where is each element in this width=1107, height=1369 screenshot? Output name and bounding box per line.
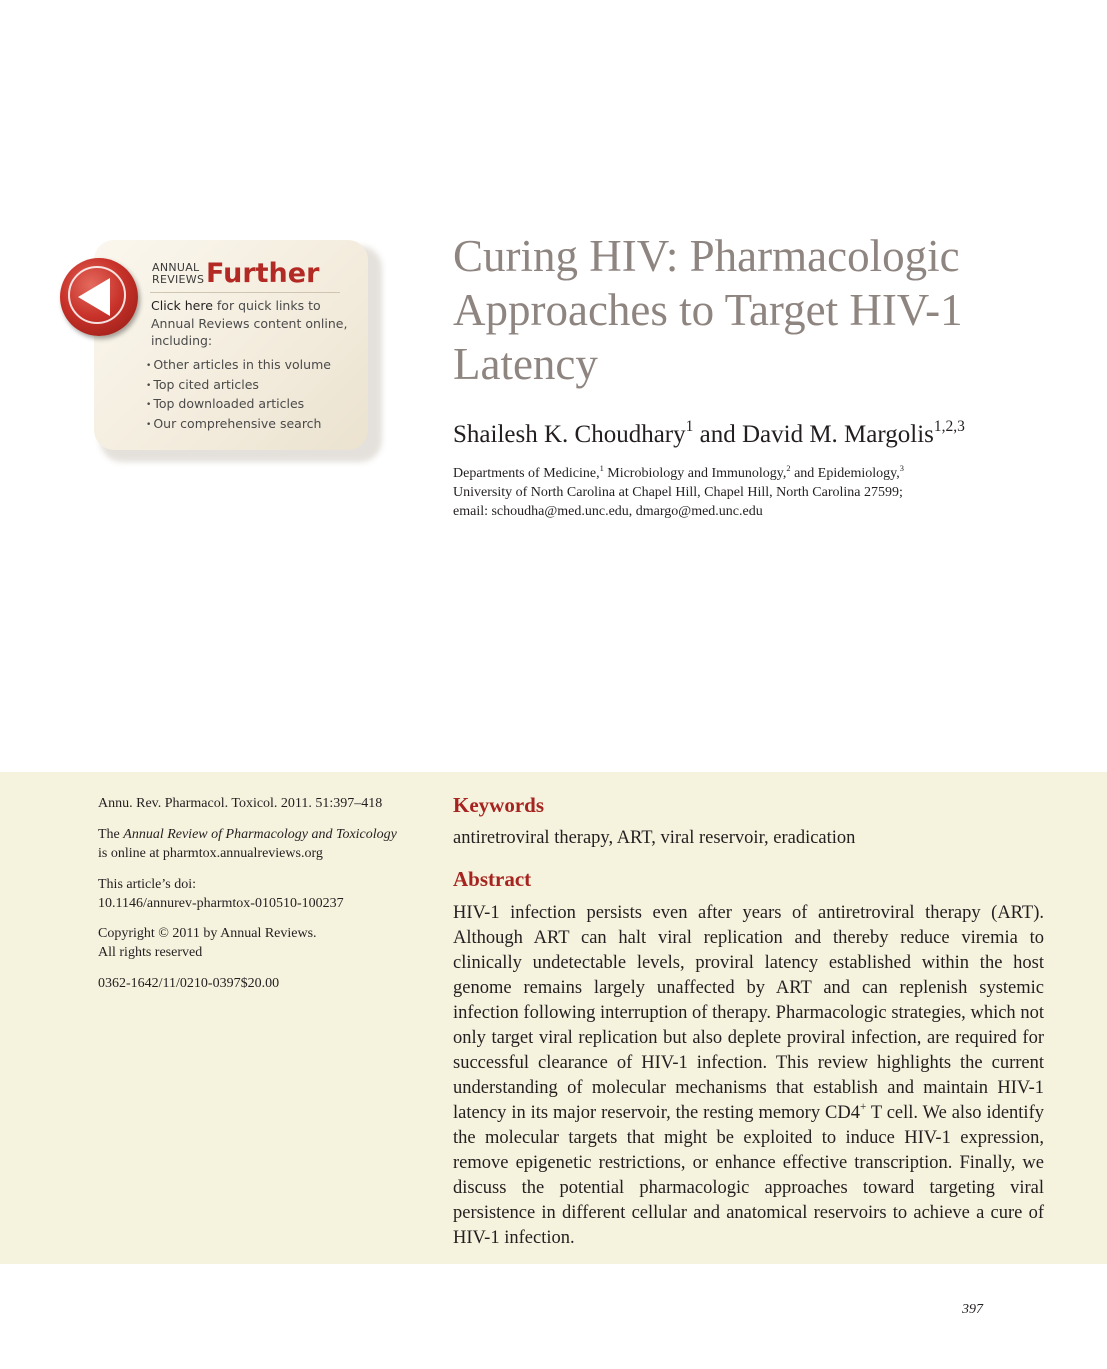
affiliation-marker: 1 [599, 464, 604, 474]
abstract-text [453, 901, 1044, 1251]
affiliation-marker: 2 [786, 464, 791, 474]
back-arrow-triangle [78, 278, 110, 316]
journal-online-note [98, 825, 428, 863]
click-here-link[interactable]: Click here [151, 298, 213, 313]
further-divider [150, 292, 340, 293]
rights-line: All rights reserved [98, 945, 203, 960]
author-affiliation-marker: 1,2,3 [933, 418, 965, 436]
online-note-rest[interactable]: is online at pharmtox.annualreviews.org [98, 846, 323, 861]
issn-line: 0362-1642/11/0210-0397$20.00 [98, 976, 280, 991]
further-link-item[interactable]: • Other articles in this volume [146, 356, 331, 376]
copyright-line: Copyright © 2011 by Annual Reviews. [98, 926, 317, 941]
author-affiliation-marker: 1 [685, 418, 694, 436]
affiliation-text: Microbiology and Immunology, [603, 466, 787, 481]
keywords-heading: Keywords [453, 793, 544, 817]
authors-conjunction: and [693, 421, 742, 448]
abstract-part: HIV-1 infection persists even after years of antiretroviral therapy (ART). Although ART can halt viral replication and thereby reduce viremia to clinically undetectable levels, proviral latency established within the host genome remains largely unaffected by ART and can replenish systemic infection following interruption of therapy. Pharmacologic strategies, which not only target viral replication but also deplete proviral infection, are required for successful clearance of HIV-1 infection. This review highlights the current understanding of molecular mechanisms that establish and maintain HIV-1 latency in its major reservoir, the resting memory CD4 [453, 903, 1044, 1123]
reviews-label: REVIEWS [152, 273, 205, 286]
annual-label: ANNUAL [152, 261, 200, 274]
email-line: email: schoudha@med.unc.edu, dmargo@med.unc.edu [453, 504, 763, 519]
affiliation-line: University of North Carolina at Chapel Hill, Chapel Hill, North Carolina 27599; [453, 485, 903, 500]
doi-label: This article’s doi: [98, 877, 196, 892]
further-intro-rest: for quick links to Annual Reviews content online, including: [151, 298, 348, 348]
further-label: Further [206, 258, 320, 289]
doi-value[interactable]: 10.1146/annurev-pharmtox-010510-100237 [98, 896, 344, 911]
further-intro [151, 297, 356, 350]
affiliation-line [453, 464, 1013, 483]
abstract-heading: Abstract [453, 867, 532, 891]
back-arrow-icon[interactable] [60, 258, 138, 336]
abstract-part: T cell. We also identify the molecular targets that might be exploited to induce HIV-1 expression, remove epigenetic restrictions, or enhance effective transcription. Finally, we discuss the potential pharmacologic approaches toward targeting viral persistence in different cellular and anatomical reservoirs to achieve a cure of HIV-1 infection. [453, 1103, 1044, 1248]
further-link-item[interactable]: • Top downloaded articles [146, 395, 331, 415]
affiliation-text: Departments of Medicine, [453, 466, 600, 481]
copyright-block [98, 924, 428, 962]
further-link-item[interactable]: • Our comprehensive search [146, 415, 331, 435]
keywords-text: antiretroviral therapy, ART, viral reservoir, eradication [453, 828, 856, 848]
affiliation-marker: 3 [899, 464, 904, 474]
further-link-item[interactable]: • Top cited articles [146, 376, 331, 396]
author-name: Shailesh K. Choudhary [453, 421, 686, 448]
page-number: 397 [962, 1302, 983, 1317]
doi-block [98, 875, 428, 913]
affiliation-text: and Epidemiology, [790, 466, 900, 481]
authors [453, 419, 965, 451]
affiliations [453, 464, 1013, 521]
superscript-plus: + [859, 1101, 867, 1114]
journal-name: Annual Review of Pharmacology and Toxicology [123, 827, 397, 842]
author-name: David M. Margolis [741, 421, 934, 448]
article-title: Curing HIV: Pharmacologic Approaches to Target HIV-1 Latency [453, 231, 963, 389]
annual-reviews-logo-text [152, 262, 204, 286]
further-links-list [146, 356, 331, 434]
citation: Annu. Rev. Pharmacol. Toxicol. 2011. 51:397–418 [98, 796, 383, 811]
online-note-prefix: The [98, 827, 124, 842]
